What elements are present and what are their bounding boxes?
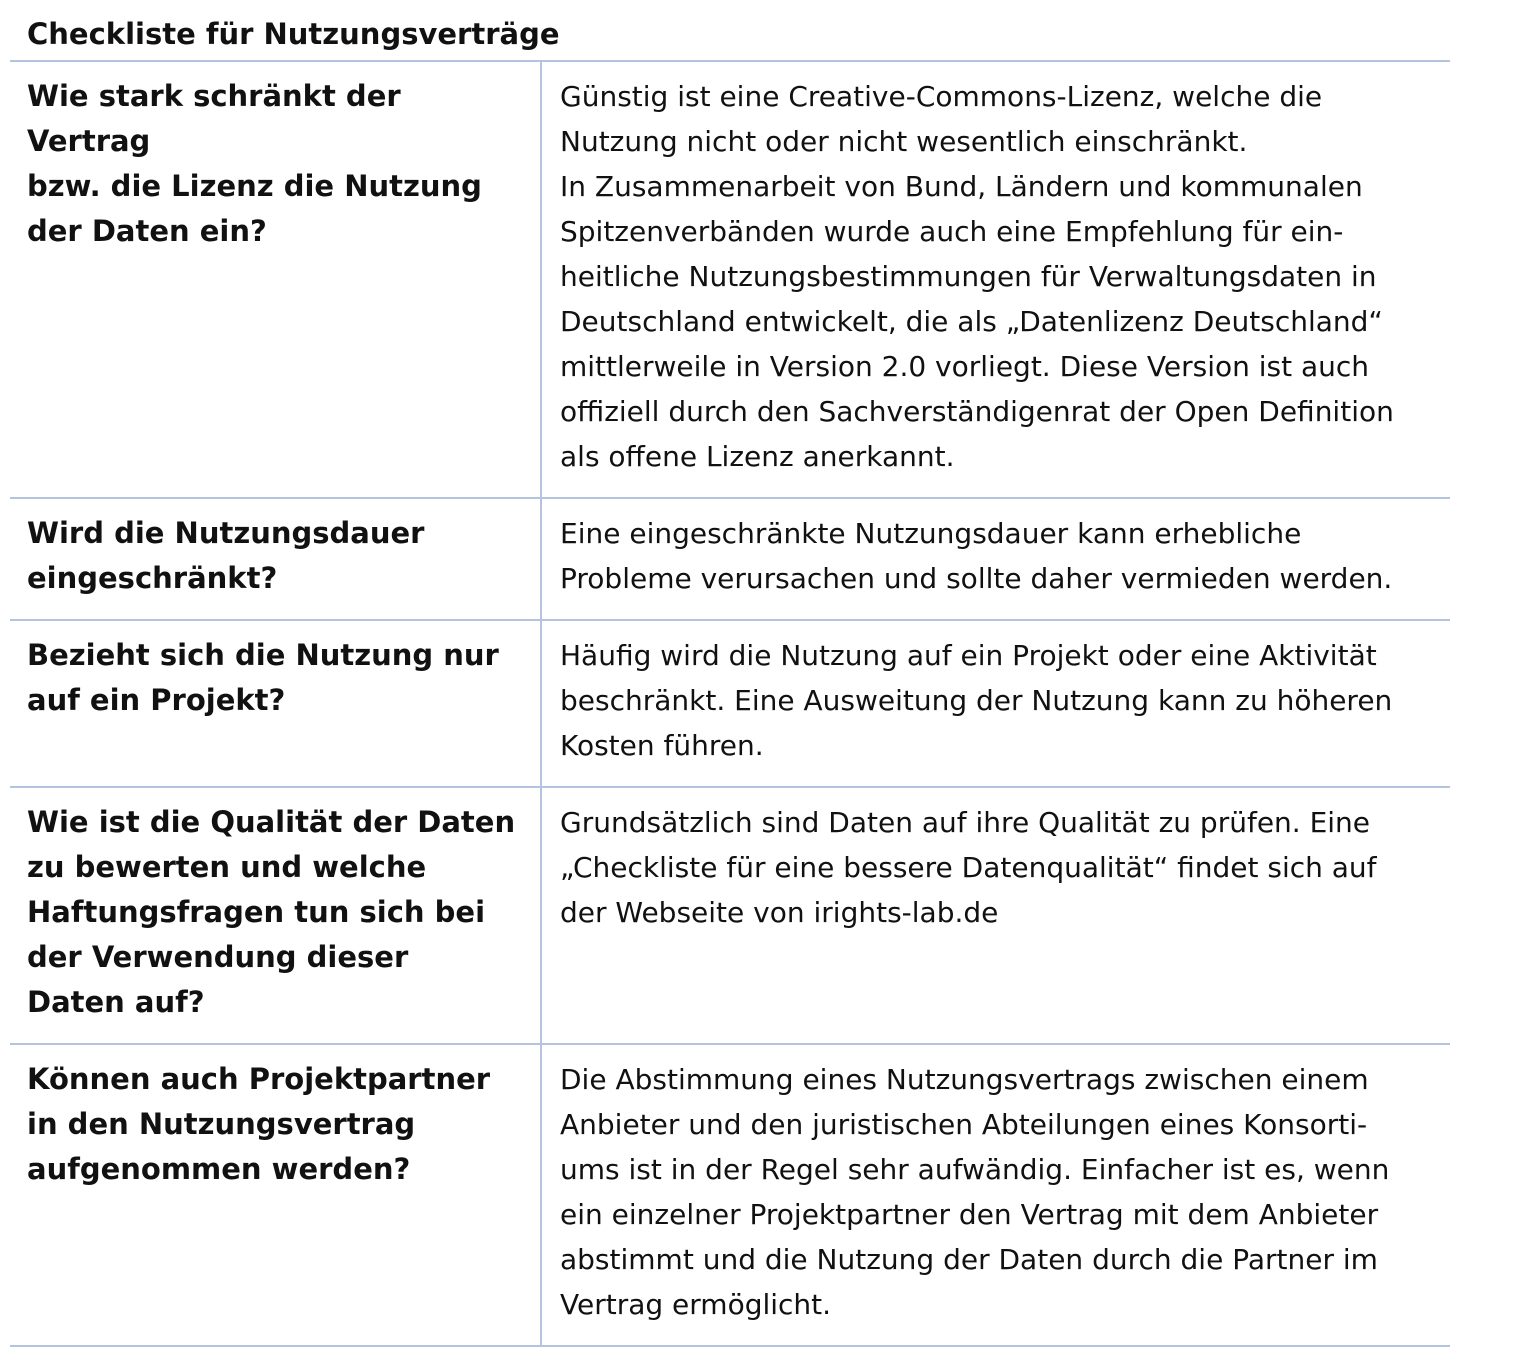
answer-cell: Günstig ist eine Creative-Commons-Lizenz, welche die Nutzung nicht oder nicht wesentlich einschränkt. In Zusammenarbeit von Bund, Ländern und kommunalen Spitzenverbänden wurde auch eine Empfehlung für ein- heitliche Nutzungsbestimmungen für Verwaltungsdaten in Deutschland entwickelt, die als „Datenlizenz Deutschland“ mittlerweile in Version 2.0 vorliegt. Diese Version ist auch offiziell durch den Sachverständigenrat der Open Definition als offene Lizenz anerkannt. [560, 80, 1394, 473]
question-cell: Wird die Nutzungsdauer eingeschränkt? [10, 499, 542, 619]
table-row [10, 621, 1450, 788]
answer-cell: Häufig wird die Nutzung auf ein Projekt oder eine Aktivität beschränkt. Eine Ausweitung der Nutzung kann zu höheren Kosten führen. [560, 639, 1393, 762]
question-cell: Wie stark schränkt der Vertrag bzw. die Lizenz die Nutzung der Daten ein? [10, 62, 542, 497]
question-cell: Bezieht sich die Nutzung nur auf ein Projekt? [10, 621, 542, 786]
table-row [10, 788, 1450, 1045]
table-row [10, 62, 1450, 499]
answer-cell: Eine eingeschränkte Nutzungsdauer kann erhebliche Probleme verursachen und sollte daher vermieden werden. [560, 517, 1393, 595]
question-cell: Können auch Projektpartner in den Nutzungsvertrag aufgenommen werden? [10, 1045, 542, 1345]
answer-cell: Grundsätzlich sind Daten auf ihre Qualität zu prüfen. Eine „Checkliste für eine bessere Datenqualität“ findet sich auf der Webseite von irights-lab.de [560, 806, 1377, 929]
table-row [10, 1045, 1450, 1347]
answer-cell: Die Abstimmung eines Nutzungsvertrags zwischen einem Anbieter und den juristischen Abteilungen eines Konsorti- ums ist in der Regel sehr aufwändig. Einfacher ist es, wenn ein einzelner Projektpartner den Vertrag mit dem Anbieter abstimmt und die Nutzung der Daten durch die Partner im Vertrag ermöglicht. [560, 1063, 1390, 1321]
question-cell: Wie ist die Qualität der Daten zu bewerten und welche Haftungsfragen tun sich bei der Verwendung dieser Daten auf? [10, 788, 542, 1043]
checklist-table [10, 14, 1450, 1347]
table-title: Checkliste für Nutzungsverträge [10, 14, 1450, 62]
table-row [10, 499, 1450, 621]
